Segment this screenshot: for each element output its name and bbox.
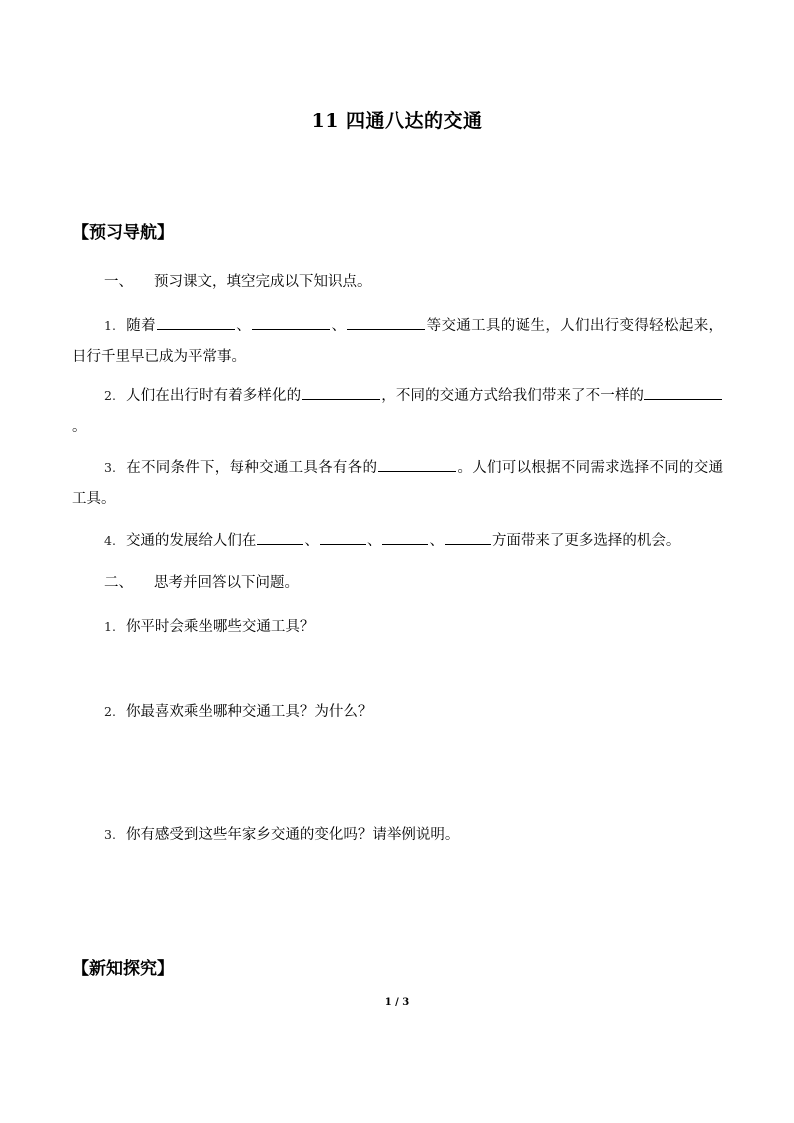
- question-3-text-b: 。人们可以根据不同需求选择不同: [457, 460, 679, 476]
- question-4-text-b: 方面带来了更多选择的机会。: [491, 533, 681, 549]
- question-1-number: 1.: [104, 318, 116, 333]
- open-question-1-number: 1.: [104, 619, 116, 634]
- open-question-1-text: 你平时会乘坐哪些交通工具？: [125, 619, 315, 635]
- open-question-2-text: 你最喜欢乘坐哪种交通工具？为什么？: [125, 704, 373, 720]
- question-1-text-b: 等交通工具的诞生，人们出行变得轻松起: [426, 318, 694, 334]
- question-4-text-a: 交通的发展给人们在: [125, 533, 257, 549]
- question-2: [72, 380, 723, 443]
- blank-field[interactable]: [347, 315, 425, 330]
- part-one-text: 预习课文，填空完成以下知识点。: [154, 274, 372, 290]
- open-question-1: [72, 617, 723, 637]
- page-title: 11 四通八达的交通: [311, 110, 483, 132]
- question-2-text-a: 人们在出行时有着多样化的: [125, 388, 302, 404]
- separator: 、: [331, 318, 347, 334]
- separator: 、: [235, 318, 252, 334]
- part-one-marker: 一、: [104, 274, 133, 290]
- part-two-text: 思考并回答以下问题。: [154, 575, 299, 591]
- separator: 、: [366, 533, 382, 549]
- part-one-instruction: [72, 272, 723, 292]
- question-1-text-c: 来，日行千里早已成为平常事。: [72, 318, 724, 365]
- open-question-2-number: 2.: [104, 704, 116, 719]
- blank-field[interactable]: [382, 530, 428, 545]
- question-1: [72, 310, 723, 373]
- question-3: [72, 452, 723, 515]
- blank-field[interactable]: [644, 385, 722, 400]
- separator: 、: [429, 533, 444, 549]
- open-question-3-number: 3.: [104, 827, 116, 842]
- question-4: [72, 525, 723, 557]
- question-1-text-a: 随着: [125, 318, 156, 334]
- part-two-instruction: [72, 573, 723, 593]
- blank-field[interactable]: [252, 315, 330, 330]
- question-4-number: 4.: [104, 533, 116, 548]
- separator: 、: [304, 533, 319, 549]
- section-heading-explore: 【新知探究】: [72, 959, 174, 979]
- blank-field[interactable]: [320, 530, 366, 545]
- open-question-3: [72, 825, 723, 845]
- page-indicator: 1 / 3: [384, 997, 410, 1008]
- question-2-number: 2.: [104, 388, 116, 403]
- open-question-3-text: 你有感受到这些年家乡交通的变化吗？请举例说明。: [125, 827, 460, 843]
- question-3-text-c: 的交通工具。: [72, 460, 723, 507]
- open-question-2: [72, 702, 723, 722]
- part-two-marker: 二、: [104, 575, 133, 591]
- blank-field[interactable]: [157, 315, 235, 330]
- question-3-text-a: 在不同条件下，每种交通工具各有各的: [125, 460, 378, 476]
- blank-field[interactable]: [257, 530, 303, 545]
- question-2-text-b: ，不同的交通方式给我们带来了不一样的: [381, 388, 645, 404]
- blank-field[interactable]: [302, 385, 380, 400]
- blank-field[interactable]: [445, 530, 491, 545]
- blank-field[interactable]: [378, 457, 456, 472]
- section-heading-preview: 【预习导航】: [72, 223, 174, 243]
- question-2-text-c: 。: [72, 419, 87, 435]
- question-3-number: 3.: [104, 460, 116, 475]
